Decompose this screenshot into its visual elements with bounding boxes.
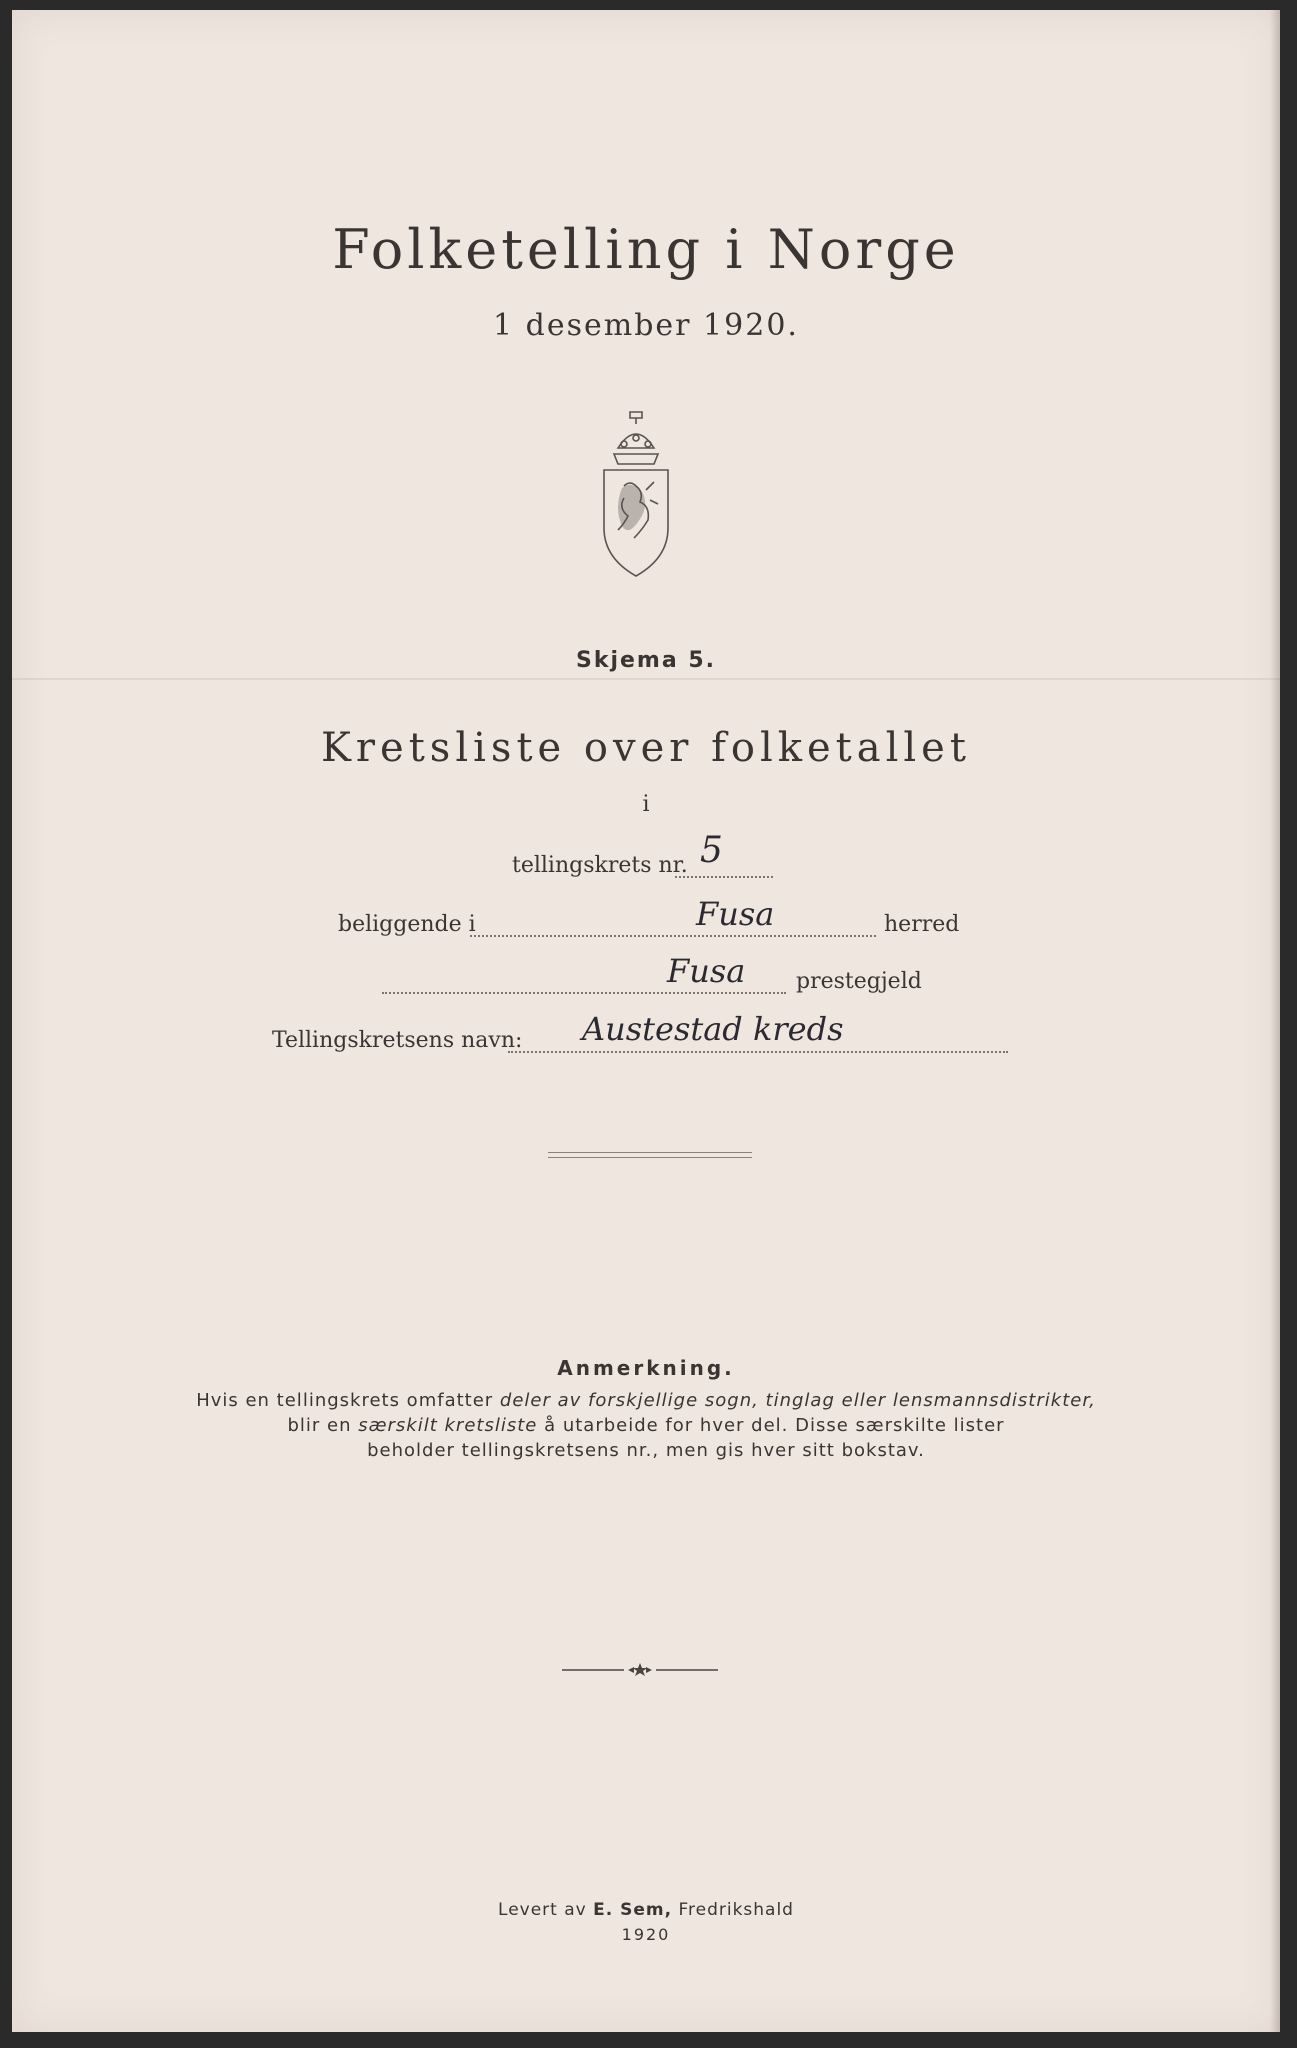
note-line-1 xyxy=(12,1390,1280,1411)
municipality-line xyxy=(470,935,876,937)
printer-year: 1920 xyxy=(621,1925,671,1944)
printer-city: Fredrikshald xyxy=(672,1900,794,1920)
parish-value[interactable]: Fusa xyxy=(667,952,746,990)
municipality-suffix: herred xyxy=(884,912,960,937)
parish-line xyxy=(382,992,786,994)
page-title: Folketelling i Norge xyxy=(332,218,960,281)
printer-prefix: Levert av xyxy=(498,1900,594,1920)
district-number-line xyxy=(675,876,773,878)
district-name-label: Tellingskretsens navn: xyxy=(272,1028,523,1053)
note-line-3: beholder tellingskretsens nr., men gis hver sitt bokstav. xyxy=(367,1440,925,1461)
note-line-2-rest: å utarbeide for hver del. Disse særskilte lister xyxy=(537,1415,1005,1436)
star-divider-icon xyxy=(560,1660,720,1680)
printer-credit xyxy=(12,1900,1280,1920)
note-heading: Anmerkning. xyxy=(557,1356,735,1380)
printer-name: E. Sem, xyxy=(593,1900,673,1920)
parish-suffix: prestegjeld xyxy=(796,969,922,994)
municipality-value[interactable]: Fusa xyxy=(696,895,775,933)
paper-fold xyxy=(12,678,1280,680)
norwegian-coat-of-arms-icon xyxy=(600,408,672,578)
located-in-label: beliggende i xyxy=(338,912,476,937)
note-line-1-emphasis: deler av forskjellige sogn, tinglag eller lensmannsdistrikter, xyxy=(499,1390,1096,1411)
note-line-1-text: Hvis en tellingskrets omfatter xyxy=(196,1390,500,1411)
section-divider xyxy=(548,1152,752,1158)
district-name-value[interactable]: Austestad kreds xyxy=(582,1010,844,1048)
note-line-2-text: blir en xyxy=(287,1415,359,1436)
note-line-2-emphasis: særskilt kretsliste xyxy=(358,1415,538,1436)
in-word: i xyxy=(642,792,650,817)
form-heading: Kretsliste over folketallet xyxy=(321,725,971,771)
census-date: 1 desember 1920. xyxy=(493,308,799,343)
district-name-line xyxy=(508,1051,1008,1053)
schema-number: Skjema 5. xyxy=(575,648,717,673)
note-line-2 xyxy=(12,1415,1280,1436)
district-number-value[interactable]: 5 xyxy=(700,830,723,871)
district-number-label: tellingskrets nr. xyxy=(512,853,688,878)
census-form-page xyxy=(12,10,1280,2032)
